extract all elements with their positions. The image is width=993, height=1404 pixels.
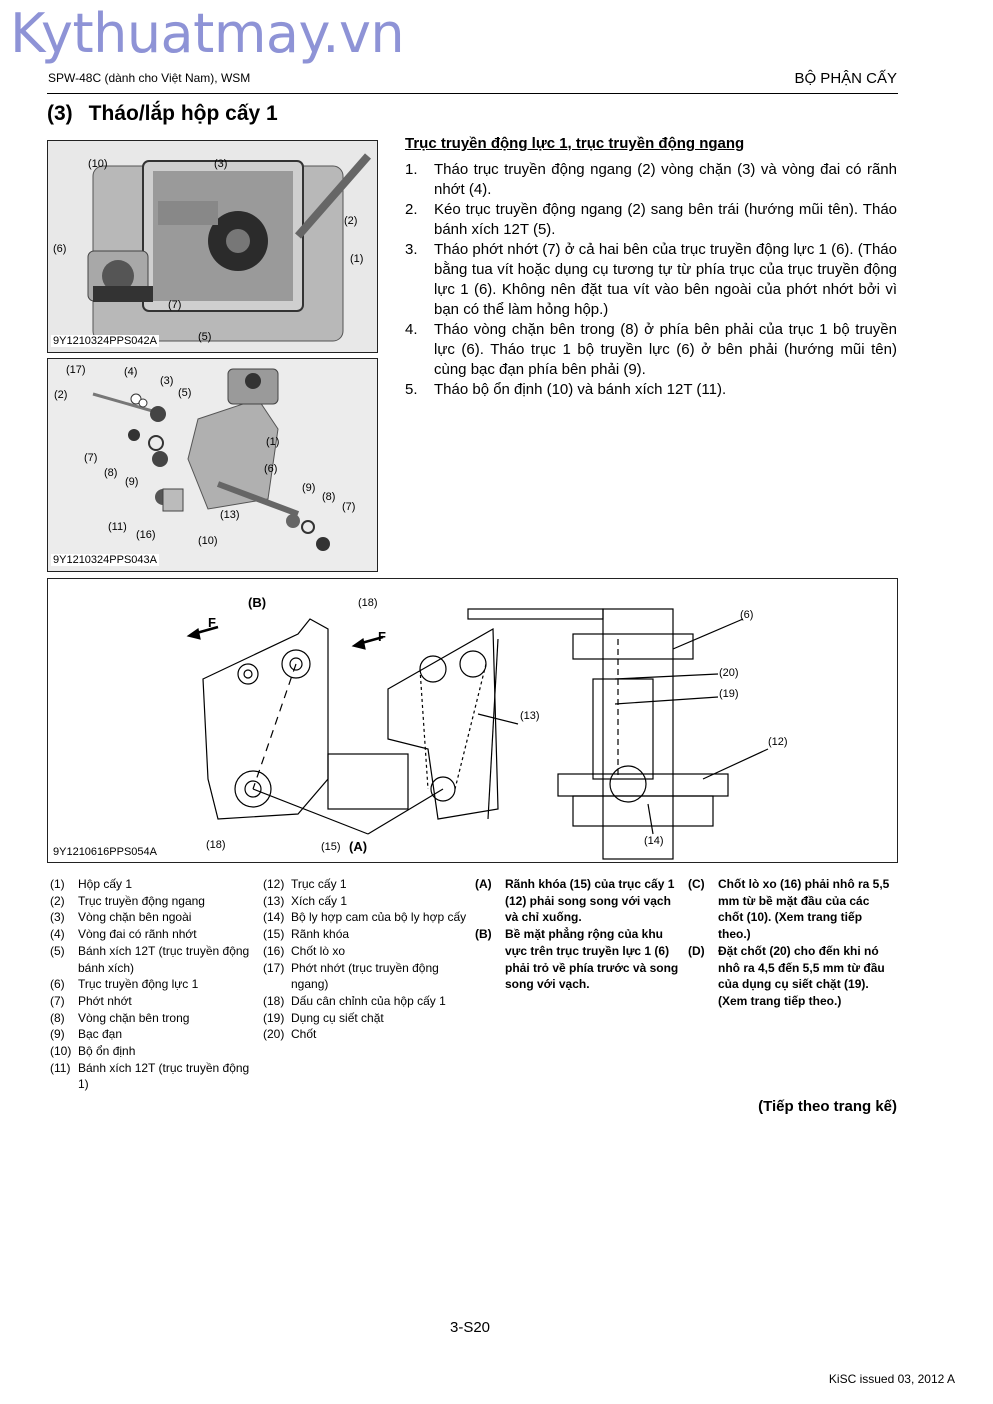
- legend-item: [263, 1010, 468, 1027]
- step-number: 2.: [405, 201, 418, 218]
- diagram-caption: 9Y1210616PPS054A: [53, 846, 157, 858]
- photo-exploded-parts: [47, 358, 378, 572]
- legend-value: Phớt nhớt (trục truyền động ngang): [291, 960, 439, 992]
- photo2-label-7b: (7): [342, 501, 356, 513]
- step-text: Tháo trục truyền động ngang (2) vòng chặn (3) và vòng đai có rãnh nhớt (4).: [434, 161, 897, 198]
- diagram-label-12: (12): [768, 736, 788, 748]
- legend-item: [50, 943, 255, 976]
- legend-item: [263, 943, 468, 960]
- watermark-logo: Kythuatmay.vn: [10, 2, 405, 65]
- legend-column-2: [263, 876, 468, 1043]
- photo-gearbox-open: [47, 140, 378, 353]
- legend-value: Bộ ổn định: [78, 1044, 136, 1059]
- section-title-text: Tháo/lắp hộp cấy 1: [88, 102, 278, 125]
- photo2-label-4: (4): [124, 366, 138, 378]
- legend-key: (12): [263, 877, 285, 891]
- legend-key: (2): [50, 893, 65, 908]
- legend-key: (3): [50, 910, 65, 925]
- diagram-label-19: (19): [719, 688, 739, 700]
- legend-item: [50, 926, 255, 943]
- photo2-label-8: (8): [104, 467, 118, 479]
- diagram-label-14: (14): [644, 835, 664, 847]
- photo2-label-6: (6): [264, 463, 278, 475]
- step-number: 5.: [405, 381, 418, 398]
- legend-value: Trục truyền động ngang: [78, 893, 205, 908]
- legend-value: Rãnh khóa: [291, 927, 350, 942]
- legend-value: Dấu cân chỉnh của hộp cấy 1: [291, 993, 446, 1008]
- legend-key: (16): [263, 943, 285, 958]
- legend-key: (17): [263, 960, 285, 975]
- photo2-label-2: (2): [54, 389, 68, 401]
- step-number: 1.: [405, 161, 418, 178]
- note-item: [688, 876, 896, 943]
- photo2-label-11: (11): [108, 521, 127, 533]
- legend-key: (8): [50, 1010, 65, 1025]
- legend-key: (19): [263, 1010, 285, 1025]
- legend-item: [263, 909, 468, 926]
- photo2-label-9a: (9): [125, 476, 139, 488]
- legend-value: Hộp cấy 1: [78, 877, 133, 891]
- photo2-label-13: (13): [220, 509, 240, 521]
- legend-key: (14): [263, 910, 285, 925]
- legend-item: [263, 926, 468, 943]
- legend-value: Dụng cụ siết chặt: [291, 1010, 384, 1025]
- legend-value: Vòng chặn bên ngoài: [78, 910, 192, 925]
- note-text: Bề mặt phẳng rộng của khu vực trên trục truyền lực 1 (6) phải trỏ về phía trước và song song với vạch.: [505, 927, 679, 992]
- diagram-label-6: (6): [740, 609, 754, 621]
- note-key: (B): [475, 927, 492, 942]
- step-number: 4.: [405, 321, 418, 338]
- legend-value: Chốt: [291, 1027, 317, 1042]
- photo2-label-9b: (9): [302, 482, 316, 494]
- legend-item: [263, 960, 468, 993]
- procedure-heading: Trục truyền động lực 1, trục truyền động ngang: [405, 135, 745, 152]
- alignment-line-drawing: [48, 579, 897, 862]
- legend-value: Phớt nhớt: [78, 993, 132, 1008]
- legend-item: [50, 909, 255, 926]
- note-key: (C): [688, 877, 705, 891]
- header-manual-title: SPW-48C (dành cho Việt Nam), WSM: [48, 71, 251, 85]
- procedure-step: [405, 200, 897, 240]
- legend-value: Bộ ly hợp cam của bộ ly hợp cấy: [291, 910, 467, 925]
- procedure-step: [405, 320, 897, 380]
- photo1-label-7: (7): [168, 299, 182, 311]
- legend-value: Trục cấy 1: [291, 877, 347, 891]
- legend-item: [50, 993, 255, 1010]
- notes-column-1: [475, 876, 682, 993]
- note-key: (D): [688, 943, 705, 958]
- photo2-label-17: (17): [66, 364, 86, 376]
- diagram-label-18b: (18): [206, 839, 226, 851]
- legend-value: Bánh xích 12T (trục truyền động bánh xích): [78, 943, 250, 975]
- photo1-label-2: (2): [344, 215, 358, 227]
- photo1-label-10: (10): [88, 158, 108, 170]
- step-text: Tháo vòng chặn bên trong (8) ở phía bên phải của trục 1 bộ truyền lực (6). Tháo trục 1 bộ truyền lực (6) ở bên phải (hướng mũi tên) cùng bạc đạn phía bên phải (9).: [434, 321, 897, 378]
- legend-value: Trục truyền động lực 1: [78, 977, 199, 992]
- legend-key: (6): [50, 977, 65, 992]
- header-divider: [47, 93, 898, 94]
- section-number: (3): [47, 102, 73, 125]
- legend-value: Xích cấy 1: [291, 893, 348, 908]
- note-item: [475, 926, 682, 993]
- legend-item: [50, 1060, 255, 1093]
- legend-item: [263, 876, 468, 893]
- photo1-label-3: (3): [214, 158, 228, 170]
- photo2-label-8b: (8): [322, 491, 336, 503]
- step-number: 3.: [405, 241, 418, 258]
- legend-item: [263, 893, 468, 910]
- legend-key: (11): [50, 1060, 71, 1075]
- step-text: Tháo bộ ổn định (10) và bánh xích 12T (11).: [434, 381, 727, 398]
- note-text: Rãnh khóa (15) của trục cấy 1 (12) phải song song với vạch và chỉ xuống.: [505, 877, 675, 925]
- photo2-label-16: (16): [136, 529, 156, 541]
- note-text: Đặt chốt (20) cho đến khi nó nhô ra 4,5 đến 5,5 mm từ đầu của dụng cụ siết chặt (19). (Xem trang tiếp theo.): [718, 943, 885, 1008]
- diagram-label-A: (A): [349, 839, 368, 854]
- photo2-label-5: (5): [178, 387, 192, 399]
- photo2-label-10: (10): [198, 535, 218, 547]
- photo1-label-6: (6): [53, 243, 67, 255]
- note-key: (A): [475, 877, 492, 891]
- note-item: [688, 943, 896, 1010]
- legend-key: (7): [50, 993, 65, 1008]
- photo2-caption: 9Y1210324PPS043A: [53, 554, 157, 566]
- photo1-label-5: (5): [198, 331, 212, 343]
- continued-note: (Tiếp theo trang kế): [758, 1098, 897, 1115]
- legend-key: (18): [263, 993, 285, 1008]
- page-number: 3-S20: [450, 1319, 491, 1336]
- diagram-label-B: (B): [248, 595, 267, 610]
- diagram-label-F2: F: [378, 629, 386, 644]
- legend-key: (15): [263, 927, 285, 942]
- note-item: [475, 876, 682, 926]
- legend-key: (9): [50, 1027, 65, 1042]
- legend-item: [263, 993, 468, 1010]
- section-title: [47, 102, 278, 126]
- header-section-name: BỘ PHẬN CẤY: [794, 70, 897, 87]
- legend-value: Chốt lò xo: [291, 943, 346, 958]
- diagram-label-18a: (18): [358, 597, 378, 609]
- legend-key: (5): [50, 943, 65, 958]
- alignment-diagram: [47, 578, 898, 863]
- legend-item: [50, 1026, 255, 1043]
- legend-value: Bạc đạn: [78, 1027, 123, 1042]
- legend-column-1: [50, 876, 255, 1093]
- diagram-label-20: (20): [719, 667, 739, 679]
- photo2-label-1: (1): [266, 436, 280, 448]
- procedure-steps: [405, 160, 897, 400]
- legend-item: [263, 1026, 468, 1043]
- photo2-label-3: (3): [160, 375, 174, 387]
- photo1-caption: 9Y1210324PPS042A: [53, 335, 157, 347]
- legend-key: (10): [50, 1044, 72, 1059]
- legend-item: [50, 876, 255, 893]
- step-text: Kéo trục truyền động ngang (2) sang bên trái (hướng mũi tên). Tháo bánh xích 12T (5).: [434, 201, 897, 238]
- photo1-label-1: (1): [350, 253, 364, 265]
- legend-value: Vòng chặn bên trong: [78, 1010, 190, 1025]
- diagram-label-15: (15): [321, 841, 341, 853]
- legend-item: [50, 893, 255, 910]
- procedure-step: [405, 160, 897, 200]
- procedure-step: [405, 240, 897, 320]
- diagram-label-13: (13): [520, 710, 540, 722]
- legend-item: [50, 1043, 255, 1060]
- legend-item: [50, 1010, 255, 1027]
- notes-column-2: [688, 876, 896, 1010]
- legend-key: (20): [263, 1027, 285, 1042]
- gearbox-open-illustration: [48, 141, 377, 352]
- legend-key: (4): [50, 927, 65, 942]
- note-text: Chốt lò xo (16) phải nhô ra 5,5 mm từ bề mặt đầu của các chốt (10). (Xem trang tiếp theo.): [718, 877, 890, 942]
- procedure-step: [405, 380, 897, 400]
- legend-value: Vòng đai có rãnh nhớt: [78, 927, 197, 942]
- issued-note: KiSC issued 03, 2012 A: [828, 1372, 955, 1386]
- legend-item: [50, 976, 255, 993]
- legend-value: Bánh xích 12T (trục truyền động 1): [78, 1060, 250, 1092]
- legend-key: (1): [50, 877, 65, 891]
- legend-key: (13): [263, 893, 285, 908]
- diagram-label-F1: F: [208, 615, 216, 630]
- step-text: Tháo phớt nhớt (7) ở cả hai bên của trục truyền động lực 1 (6). (Tháo bằng tua vít hoặc dụng cụ tương tự từ phía trục của trục truyền động lực 1 (6). Không nên đặt tua vít vào bên ngoài của phớt nhớt bởi vì bạn có thể làm hỏng hộp.): [434, 241, 897, 318]
- photo2-label-7: (7): [84, 452, 98, 464]
